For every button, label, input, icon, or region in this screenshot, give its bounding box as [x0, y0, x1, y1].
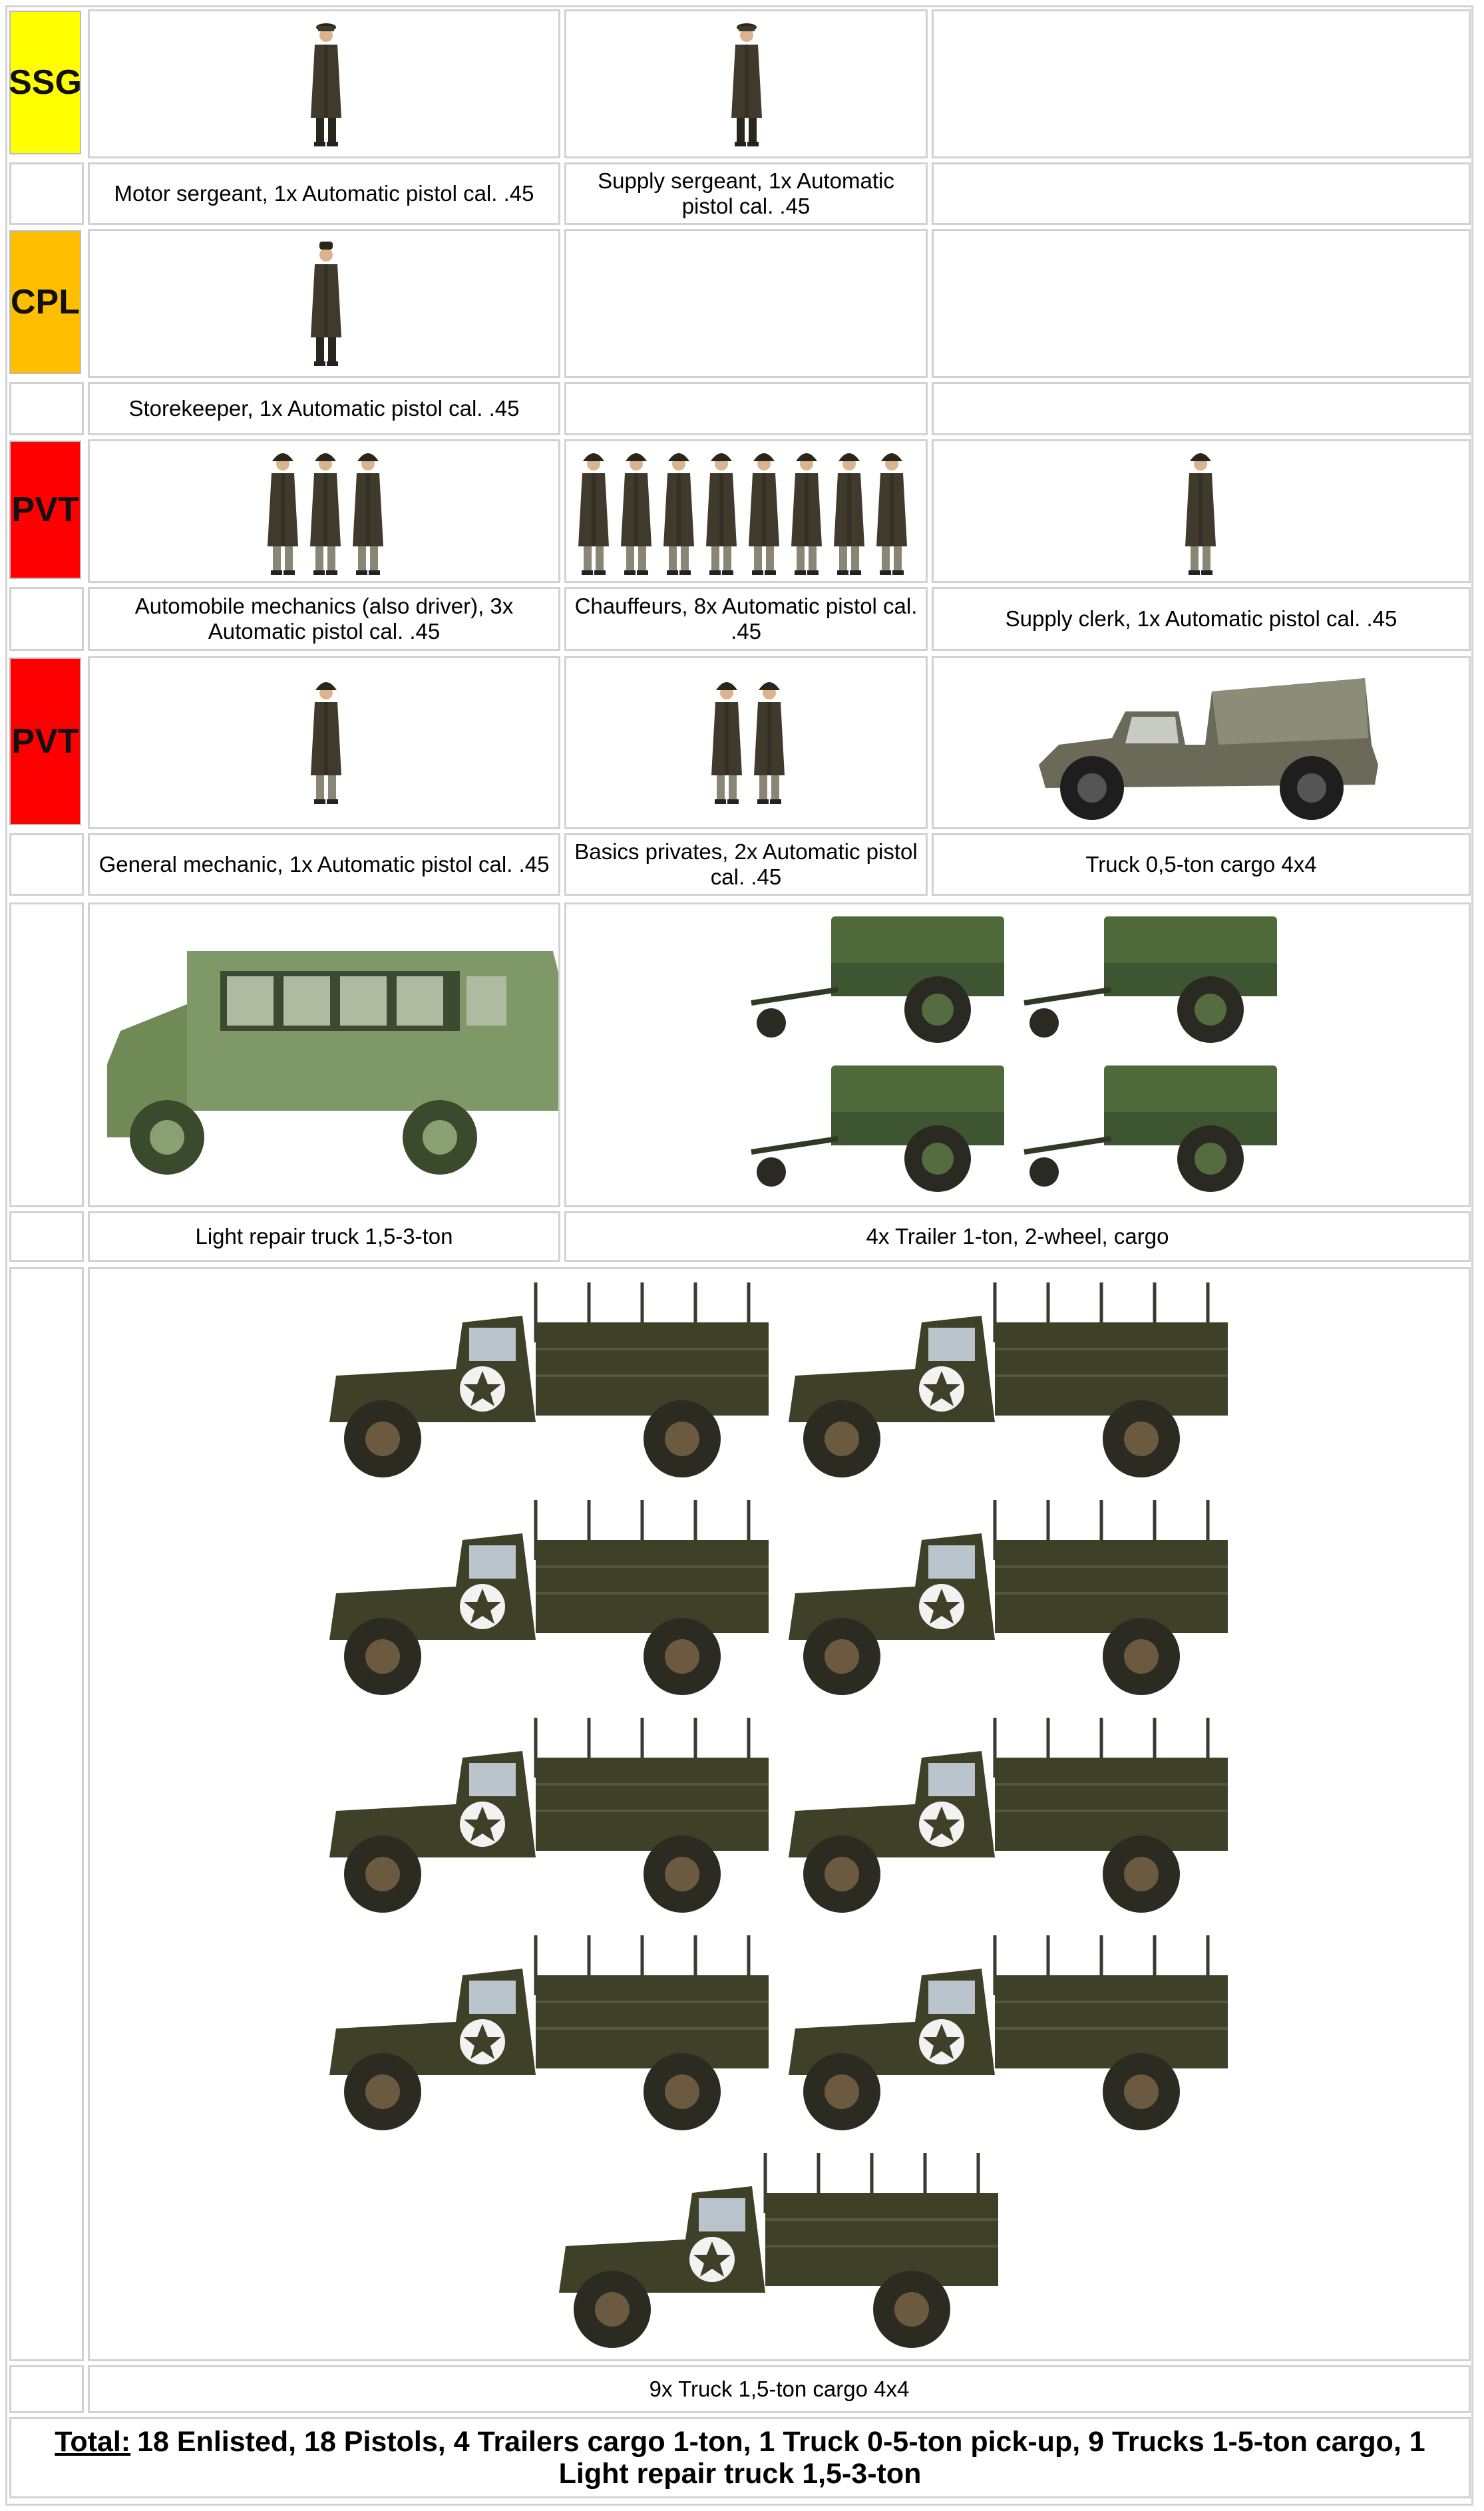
cargo-truck-illustration [782, 1711, 1234, 1921]
cell-empty-rank [9, 587, 84, 651]
soldier-figure [1183, 447, 1218, 583]
soldier-figure [831, 447, 867, 583]
trailer-illustration [745, 910, 1011, 1056]
trailer-illustration [745, 1059, 1011, 1205]
caption-truck-half-ton: Truck 0,5-ton cargo 4x4 [932, 833, 1471, 896]
cell-empty-rank [9, 902, 84, 1207]
cell-empty [932, 229, 1471, 378]
cargo-truck-illustration [323, 1711, 775, 1921]
trailer-illustration [1018, 910, 1284, 1056]
cell-empty [932, 162, 1471, 225]
soldier-group [709, 676, 787, 812]
cell-empty-rank [9, 1211, 84, 1262]
caption-general-mechanic: General mechanic, 1x Automatic pistol cal. .45 [88, 833, 560, 896]
soldier-figure [729, 18, 765, 154]
trailer-illustration [1018, 1059, 1284, 1205]
cargo-truck-illustration [782, 1493, 1234, 1703]
soldier-officer-figure [308, 18, 344, 154]
soldier-figure [350, 447, 386, 583]
caption-supply-clerk: Supply clerk, 1x Automatic pistol cal. .45 [932, 587, 1471, 651]
soldier-figure [709, 676, 745, 812]
cell-trailers-image [564, 902, 1471, 1207]
cell-supply-sergeant-figure [564, 9, 928, 158]
caption-supply-sergeant: Supply sergeant, 1x Automatic pistol cal. .45 [564, 162, 928, 225]
soldier-figure [308, 18, 344, 154]
caption-trailers: 4x Trailer 1-ton, 2-wheel, cargo [564, 1211, 1471, 1262]
soldier-helmet-figure [308, 676, 344, 812]
cell-supply-clerk-figure [932, 439, 1471, 583]
cell-empty [564, 229, 928, 378]
soldier-figure [789, 447, 825, 583]
cargo-truck-grid [323, 1276, 1234, 2356]
caption-chauffeurs: Chauffeurs, 8x Automatic pistol cal. .45 [564, 587, 928, 651]
cell-motor-sergeant-figure [88, 9, 560, 158]
cargo-truck-illustration [552, 2146, 1005, 2356]
caption-light-repair-truck: Light repair truck 1,5-3-ton [88, 1211, 560, 1262]
soldier-group [265, 447, 386, 583]
caption-basic-privates: Basics privates, 2x Automatic pistol cal. .45 [564, 833, 928, 896]
cell-general-mechanic-figure [88, 656, 560, 829]
soldier-group [576, 447, 910, 583]
cell-empty-rank [9, 833, 84, 896]
cell-cargo-trucks-image [88, 1267, 1471, 2361]
soldier-figure [618, 447, 654, 583]
soldier-figure [751, 676, 787, 812]
caption-auto-mechanics: Automobile mechanics (also driver), 3x Automatic pistol cal. .45 [88, 587, 560, 651]
soldier-helmet-figure [1183, 447, 1218, 583]
soldier-figure [661, 447, 697, 583]
cell-storekeeper-figure [88, 229, 560, 378]
cell-chauffeurs-figures [564, 439, 928, 583]
rank-badge-pvt: PVT [9, 441, 81, 579]
soldier-officer-figure [729, 18, 765, 154]
soldier-figure [576, 447, 612, 583]
cargo-truck-illustration [782, 1276, 1234, 1485]
cell-light-repair-truck-image [88, 902, 560, 1207]
soldier-figure [308, 238, 344, 374]
soldier-coat-figure [308, 238, 344, 374]
soldier-figure [265, 447, 301, 583]
soldier-figure [703, 447, 739, 583]
cargo-truck-illustration [323, 1493, 775, 1703]
cell-empty [564, 382, 928, 435]
cargo-truck-illustration [323, 1929, 775, 2138]
repair-truck-illustration [94, 938, 560, 1191]
cell-empty-rank [9, 162, 84, 225]
pickup-truck-illustration [1032, 665, 1378, 825]
cell-empty [932, 382, 1471, 435]
cell-empty-rank [9, 1267, 84, 2361]
rank-badge-ssg: SSG [9, 11, 81, 154]
cell-empty [932, 9, 1471, 158]
soldier-figure [746, 447, 782, 583]
trailer-grid [745, 910, 1284, 1205]
cargo-truck-illustration [323, 1276, 775, 1485]
rank-badge-cpl: CPL [9, 230, 81, 374]
cell-truck-half-ton-image [932, 656, 1471, 829]
cell-auto-mechanics-figures [88, 439, 560, 583]
total-summary [9, 2417, 1471, 2498]
total-text: 18 Enlisted, 18 Pistols, 4 Trailers cargo 1-ton, 1 Truck 0-5-ton pick-up, 9 Trucks 1-5-ton cargo, 1 Light repair truck 1,5-3-ton [137, 2426, 1425, 2490]
soldier-figure [307, 447, 343, 583]
rank-badge-pvt: PVT [9, 658, 81, 825]
total-text-wrap [31, 2426, 1449, 2490]
soldier-figure [874, 447, 910, 583]
caption-storekeeper: Storekeeper, 1x Automatic pistol cal. .45 [88, 382, 560, 435]
cell-basic-privates-figures [564, 656, 928, 829]
caption-motor-sergeant: Motor sergeant, 1x Automatic pistol cal. .45 [88, 162, 560, 225]
soldier-figure [308, 676, 344, 812]
total-label: Total: [55, 2426, 131, 2458]
cell-empty-rank [9, 382, 84, 435]
cargo-truck-illustration [782, 1929, 1234, 2138]
caption-cargo-trucks: 9x Truck 1,5-ton cargo 4x4 [88, 2365, 1471, 2413]
cell-empty-rank [9, 2365, 84, 2413]
